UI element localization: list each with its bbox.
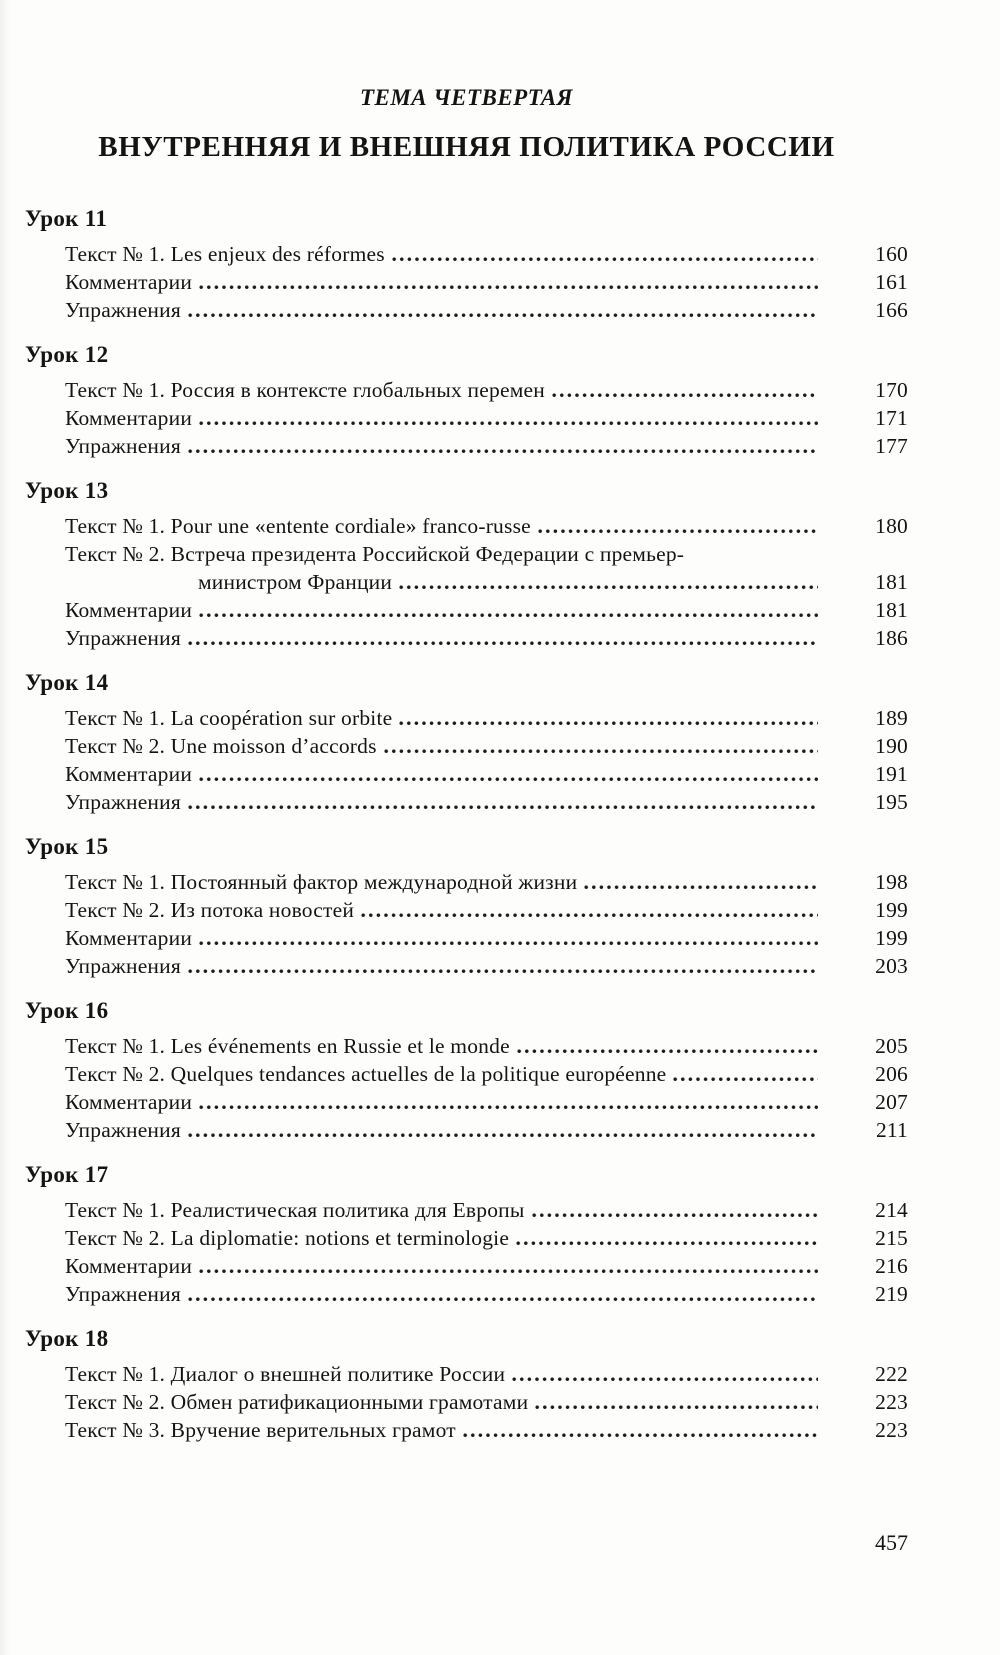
toc-page-ref: 223 bbox=[875, 1418, 908, 1442]
toc-page-ref: 170 bbox=[875, 378, 908, 402]
lesson-entries bbox=[25, 240, 908, 324]
toc-row bbox=[65, 732, 908, 760]
leader-dots bbox=[199, 1269, 818, 1274]
leader-dots bbox=[188, 805, 818, 810]
toc-row bbox=[65, 376, 908, 404]
leader-dots bbox=[188, 1133, 818, 1138]
lesson-heading: Урок 15 bbox=[25, 834, 109, 859]
scan-left-edge-shading bbox=[0, 0, 10, 1655]
toc-row bbox=[65, 704, 908, 732]
toc-row bbox=[65, 240, 908, 268]
toc-entry-label: Комментарии bbox=[65, 762, 193, 786]
toc-page-ref: 181 bbox=[875, 570, 908, 594]
toc-row bbox=[65, 1060, 908, 1088]
leader-dots bbox=[512, 1377, 818, 1382]
lesson-section bbox=[25, 206, 908, 324]
toc-page-ref: 214 bbox=[875, 1198, 908, 1222]
leader-dots bbox=[584, 885, 818, 890]
toc-entry-label: Текст № 1. Россия в контексте глобальных перемен bbox=[65, 378, 545, 402]
toc-entry-label: Текст № 1. Les événements en Russie et le monde bbox=[65, 1034, 510, 1058]
toc-entry-label: Текст № 2. Une moisson d’accords bbox=[65, 734, 377, 758]
lesson-section bbox=[25, 998, 908, 1144]
page-title: ВНУТРЕННЯЯ И ВНЕШНЯЯ ПОЛИТИКА РОССИИ bbox=[98, 131, 835, 163]
lesson-section bbox=[25, 670, 908, 816]
toc-page-ref: 205 bbox=[875, 1034, 908, 1058]
toc-row bbox=[65, 1416, 908, 1444]
toc-row bbox=[65, 624, 908, 652]
lesson-heading: Урок 17 bbox=[25, 1162, 109, 1187]
toc-entry-label: Текст № 2. Обмен ратификационными грамотами bbox=[65, 1390, 529, 1414]
toc-page-ref: 198 bbox=[875, 870, 908, 894]
toc-entry-label: Текст № 2. La diplomatie: notions et terminologie bbox=[65, 1226, 510, 1250]
toc-page-ref: 223 bbox=[875, 1390, 908, 1414]
toc-entry-label: Упражнения bbox=[65, 298, 181, 322]
leader-dots bbox=[199, 285, 818, 290]
toc-row bbox=[65, 924, 908, 952]
lesson-section bbox=[25, 1162, 908, 1308]
toc-page-ref: 195 bbox=[875, 790, 908, 814]
toc-row bbox=[65, 596, 908, 624]
toc-entry-label: Комментарии bbox=[65, 926, 193, 950]
toc-entry-label: Текст № 1. La coopération sur orbite bbox=[65, 706, 393, 730]
toc-entry-label: Комментарии bbox=[65, 406, 193, 430]
toc-page-ref: 199 bbox=[875, 898, 908, 922]
toc-page-ref: 189 bbox=[875, 706, 908, 730]
toc-entry-label: Упражнения bbox=[65, 954, 181, 978]
toc-page-ref: 207 bbox=[875, 1090, 908, 1114]
toc-entry-label: Упражнения bbox=[65, 1282, 181, 1306]
toc-row bbox=[65, 952, 908, 980]
toc-page bbox=[25, 0, 908, 1556]
toc-page-ref: 199 bbox=[875, 926, 908, 950]
lesson-heading: Урок 18 bbox=[25, 1326, 109, 1351]
leader-dots bbox=[552, 393, 818, 398]
leader-dots bbox=[399, 721, 818, 726]
lesson-section bbox=[25, 834, 908, 980]
toc-page-ref: 203 bbox=[875, 954, 908, 978]
toc-entry-label: Комментарии bbox=[65, 598, 193, 622]
toc-page-ref: 206 bbox=[875, 1062, 908, 1086]
toc-row bbox=[65, 1088, 908, 1116]
leader-dots bbox=[199, 941, 818, 946]
leader-dots bbox=[516, 1241, 818, 1246]
lesson-section bbox=[25, 1326, 908, 1444]
toc-page-ref: 180 bbox=[875, 514, 908, 538]
lesson-heading: Урок 11 bbox=[25, 206, 108, 231]
lesson-heading: Урок 16 bbox=[25, 998, 109, 1023]
toc-page-ref: 215 bbox=[875, 1226, 908, 1250]
toc-page-ref: 216 bbox=[875, 1254, 908, 1278]
toc-row bbox=[65, 868, 908, 896]
toc-lessons-list bbox=[25, 162, 908, 1444]
toc-page-ref: 186 bbox=[875, 626, 908, 650]
lesson-entries bbox=[25, 1032, 908, 1144]
toc-entry-label-line1: Текст № 2. Встреча президента Российской Федерации с премьер- bbox=[65, 542, 685, 566]
leader-dots bbox=[188, 1297, 818, 1302]
toc-entry-label: Текст № 2. Из потока новостей bbox=[65, 898, 355, 922]
toc-row bbox=[65, 568, 908, 596]
toc-row bbox=[65, 760, 908, 788]
toc-row bbox=[65, 1032, 908, 1060]
toc-row bbox=[65, 1196, 908, 1224]
toc-entry-label: Упражнения bbox=[65, 626, 181, 650]
leader-dots bbox=[199, 421, 818, 426]
leader-dots bbox=[399, 585, 818, 590]
toc-entry-label: Текст № 3. Вручение верительных грамот bbox=[65, 1418, 456, 1442]
lesson-section bbox=[25, 342, 908, 460]
lesson-heading: Урок 12 bbox=[25, 342, 109, 367]
toc-entry-label: Упражнения bbox=[65, 434, 181, 458]
toc-row bbox=[65, 1224, 908, 1252]
toc-row bbox=[65, 1280, 908, 1308]
toc-entry-label: Текст № 1. Диалог о внешней политике России bbox=[65, 1362, 506, 1386]
toc-entry-label: Текст № 1. Постоянный фактор международной жизни bbox=[65, 870, 578, 894]
toc-row bbox=[65, 268, 908, 296]
toc-page-ref: 219 bbox=[875, 1282, 908, 1306]
toc-entry-label: Комментарии bbox=[65, 1090, 193, 1114]
toc-page-ref: 181 bbox=[875, 598, 908, 622]
toc-entry-label-line2: министром Франции bbox=[198, 570, 393, 594]
toc-row bbox=[65, 1252, 908, 1280]
toc-row bbox=[65, 1388, 908, 1416]
leader-dots bbox=[673, 1077, 818, 1082]
lesson-entries bbox=[25, 376, 908, 460]
toc-row bbox=[65, 1116, 908, 1144]
leader-dots bbox=[392, 257, 818, 262]
lesson-section bbox=[25, 478, 908, 652]
lesson-entries bbox=[25, 512, 908, 652]
lesson-heading: Урок 13 bbox=[25, 478, 109, 503]
toc-page-ref: 191 bbox=[875, 762, 908, 786]
leader-dots bbox=[532, 1213, 818, 1218]
lesson-heading: Урок 14 bbox=[25, 670, 109, 695]
toc-page-ref: 160 bbox=[875, 242, 908, 266]
leader-dots bbox=[384, 749, 818, 754]
folio-page-number: 457 bbox=[875, 1530, 908, 1555]
leader-dots bbox=[517, 1049, 818, 1054]
leader-dots bbox=[188, 449, 818, 454]
leader-dots bbox=[188, 313, 818, 318]
leader-dots bbox=[188, 641, 818, 646]
toc-page-ref: 190 bbox=[875, 734, 908, 758]
leader-dots bbox=[199, 1105, 818, 1110]
toc-entry-label: Комментарии bbox=[65, 1254, 193, 1278]
leader-dots bbox=[188, 969, 818, 974]
leader-dots bbox=[538, 529, 818, 534]
toc-entry-label: Текст № 1. Les enjeux des réformes bbox=[65, 242, 385, 266]
lesson-entries bbox=[25, 704, 908, 816]
toc-page-ref: 222 bbox=[875, 1362, 908, 1386]
leader-dots bbox=[199, 613, 818, 618]
toc-row bbox=[65, 1360, 908, 1388]
toc-page-ref: 211 bbox=[875, 1118, 908, 1142]
toc-page-ref: 177 bbox=[875, 434, 908, 458]
toc-entry-label: Текст № 1. Реалистическая политика для Европы bbox=[65, 1198, 525, 1222]
toc-page-ref: 171 bbox=[875, 406, 908, 430]
toc-row bbox=[65, 296, 908, 324]
toc-row bbox=[65, 788, 908, 816]
lesson-entries bbox=[25, 868, 908, 980]
toc-page-ref: 166 bbox=[875, 298, 908, 322]
toc-row bbox=[65, 512, 908, 540]
toc-row bbox=[65, 896, 908, 924]
toc-entry-label: Упражнения bbox=[65, 790, 181, 814]
lesson-entries bbox=[25, 1360, 908, 1444]
toc-entry-label: Текст № 1. Pour une «entente cordiale» franco-russe bbox=[65, 514, 531, 538]
toc-entry-label: Текст № 2. Quelques tendances actuelles de la politique européenne bbox=[65, 1062, 667, 1086]
toc-entry-label: Упражнения bbox=[65, 1118, 181, 1142]
toc-page-ref: 161 bbox=[875, 270, 908, 294]
toc-row bbox=[65, 404, 908, 432]
leader-dots bbox=[463, 1433, 818, 1438]
toc-header bbox=[25, 0, 908, 162]
toc-row bbox=[65, 432, 908, 460]
leader-dots bbox=[535, 1405, 818, 1410]
lesson-entries bbox=[25, 1196, 908, 1308]
theme-label: ТЕМА ЧЕТВЕРТАЯ bbox=[359, 85, 574, 110]
leader-dots bbox=[199, 777, 818, 782]
leader-dots bbox=[361, 913, 818, 918]
toc-entry-label: Комментарии bbox=[65, 270, 193, 294]
